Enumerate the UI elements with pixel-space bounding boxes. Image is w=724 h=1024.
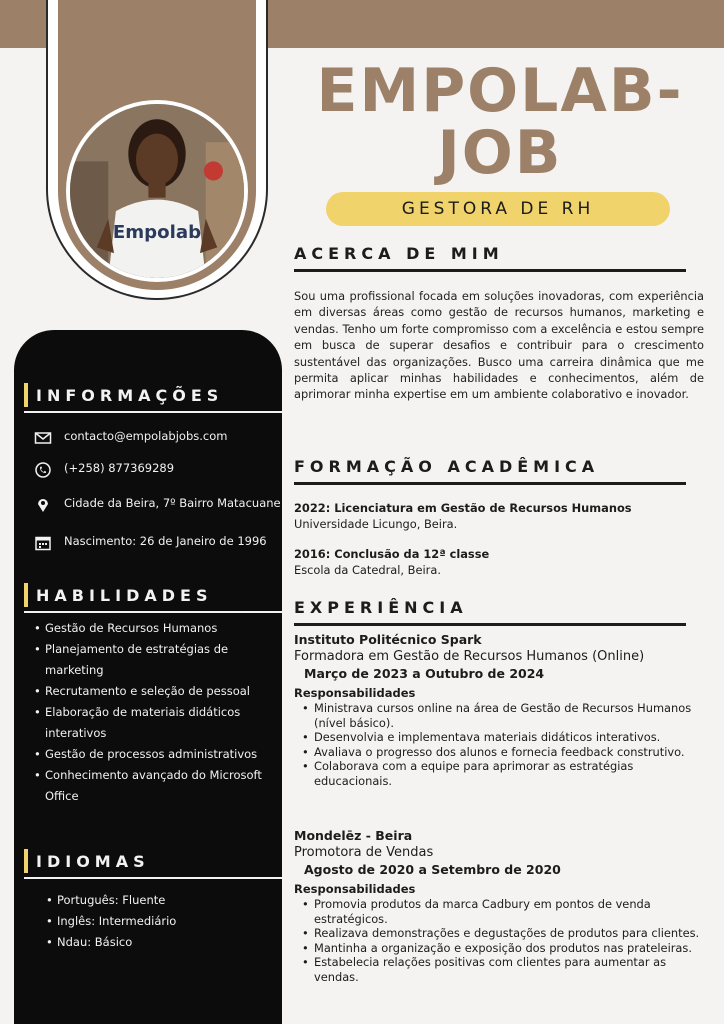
- skills-list: [34, 618, 284, 807]
- title-line-2: JOB: [437, 118, 563, 188]
- contact-email: [34, 430, 282, 446]
- education-school: Universidade Licungo, Beira.: [294, 517, 458, 531]
- language-item: • Ndau: Básico: [46, 932, 296, 953]
- job-bullet: • Ministrava cursos online na área de Gestão de Recursos Humanos (nível básico).: [302, 701, 714, 730]
- job-role: Formadora em Gestão de Recursos Humanos (Online): [294, 649, 645, 664]
- skills-title: HABILIDADES: [24, 586, 282, 613]
- location-icon: [34, 497, 52, 513]
- education-item: [294, 500, 704, 532]
- phone-icon: [34, 462, 52, 478]
- job-period: Agosto de 2020 a Setembro de 2020: [304, 862, 561, 877]
- about-title: ACERCA DE MIM: [294, 244, 686, 272]
- job-bullet: • Desenvolvia e implementava materiais didáticos interativos.: [302, 730, 714, 745]
- contact-phone: [34, 462, 282, 478]
- job-bullet: • Realizava demonstrações e degustações de produtos para clientes.: [302, 926, 714, 941]
- job-bullets: [302, 897, 714, 984]
- skill-item: • Recrutamento e seleção de pessoal: [34, 681, 284, 702]
- job-bullet: • Mantinha a organização e exposição dos produtos nas prateleiras.: [302, 941, 714, 956]
- education-title: FORMAÇÃO ACADÊMICA: [294, 457, 686, 485]
- education-school: Escola da Catedral, Beira.: [294, 563, 441, 577]
- contact-address-text: Cidade da Beira, 7º Bairro Matacuane: [64, 496, 281, 510]
- skill-item: • Gestão de Recursos Humanos: [34, 618, 284, 639]
- job-bullets: [302, 701, 714, 788]
- contact-birth-text: Nascimento: 26 de Janeiro de 1996: [64, 534, 267, 548]
- shirt-logo-text: Empolab: [112, 221, 202, 243]
- job-company: Mondelēz - Beira: [294, 828, 413, 843]
- job-bullet: • Avaliava o progresso dos alunos e fornecia feedback construtivo.: [302, 745, 714, 760]
- info-title: INFORMAÇÕES: [24, 386, 282, 413]
- job-bullet: • Estabelecia relações positivas com clientes para aumentar as vendas.: [302, 955, 714, 984]
- job-resp-label: Responsabilidades: [294, 882, 416, 896]
- job-bullet: • Promovia produtos da marca Cadbury em pontos de venda estratégicos.: [302, 897, 714, 926]
- contact-address: [34, 497, 282, 513]
- calendar-icon: [34, 535, 52, 551]
- language-item: • Inglês: Intermediário: [46, 911, 296, 932]
- skill-item: • Gestão de processos administrativos: [34, 744, 284, 765]
- sidebar: [14, 330, 282, 1024]
- experience-title: EXPERIÊNCIA: [294, 598, 686, 626]
- job-role: Promotora de Vendas: [294, 845, 434, 860]
- languages-title: IDIOMAS: [24, 852, 282, 879]
- resume-title: [290, 56, 710, 188]
- profile-photo: [66, 100, 248, 282]
- role-badge: GESTORA DE RH: [326, 192, 670, 226]
- languages-list: [46, 890, 296, 953]
- education-degree: 2016: Conclusão da 12ª classe: [294, 547, 490, 561]
- job-entry: [294, 632, 714, 788]
- job-entry: [294, 828, 714, 984]
- contact-birth: [34, 535, 282, 551]
- contact-phone-text: (+258) 877369289: [64, 461, 175, 475]
- job-resp-label: Responsabilidades: [294, 686, 416, 700]
- skill-item: • Elaboração de materiais didáticos interativos: [34, 702, 284, 744]
- job-bullet: • Colaborava com a equipe para aprimorar as estratégias educacionais.: [302, 759, 714, 788]
- contact-email-text: contacto@empolabjobs.com: [64, 429, 228, 443]
- about-text: Sou uma profissional focada em soluções inovadoras, com experiência em diversas áreas como gestão de recursos humanos, marketing e vendas. Tenho um forte compromisso com a excelência e estou sempre em busca de superar desafios e contribuir para o crescimento sustentável das organizações. Busco uma carreira dinâmica que me permita aplicar minhas habilidades e conhecimentos, além de aprimorar minha expertise em um ambiente colaborativo e inovador.: [294, 289, 704, 402]
- job-company: Instituto Politécnico Spark: [294, 632, 482, 647]
- email-icon: [34, 430, 52, 446]
- education-degree: 2022: Licenciatura em Gestão de Recursos Humanos: [294, 501, 632, 515]
- job-period: Março de 2023 a Outubro de 2024: [304, 666, 545, 681]
- skill-item: • Planejamento de estratégias de marketing: [34, 639, 284, 681]
- education-item: [294, 546, 704, 578]
- skill-item: • Conhecimento avançado do Microsoft Office: [34, 765, 284, 807]
- language-item: • Português: Fluente: [46, 890, 296, 911]
- title-line-1: EMPOLAB-: [316, 56, 684, 126]
